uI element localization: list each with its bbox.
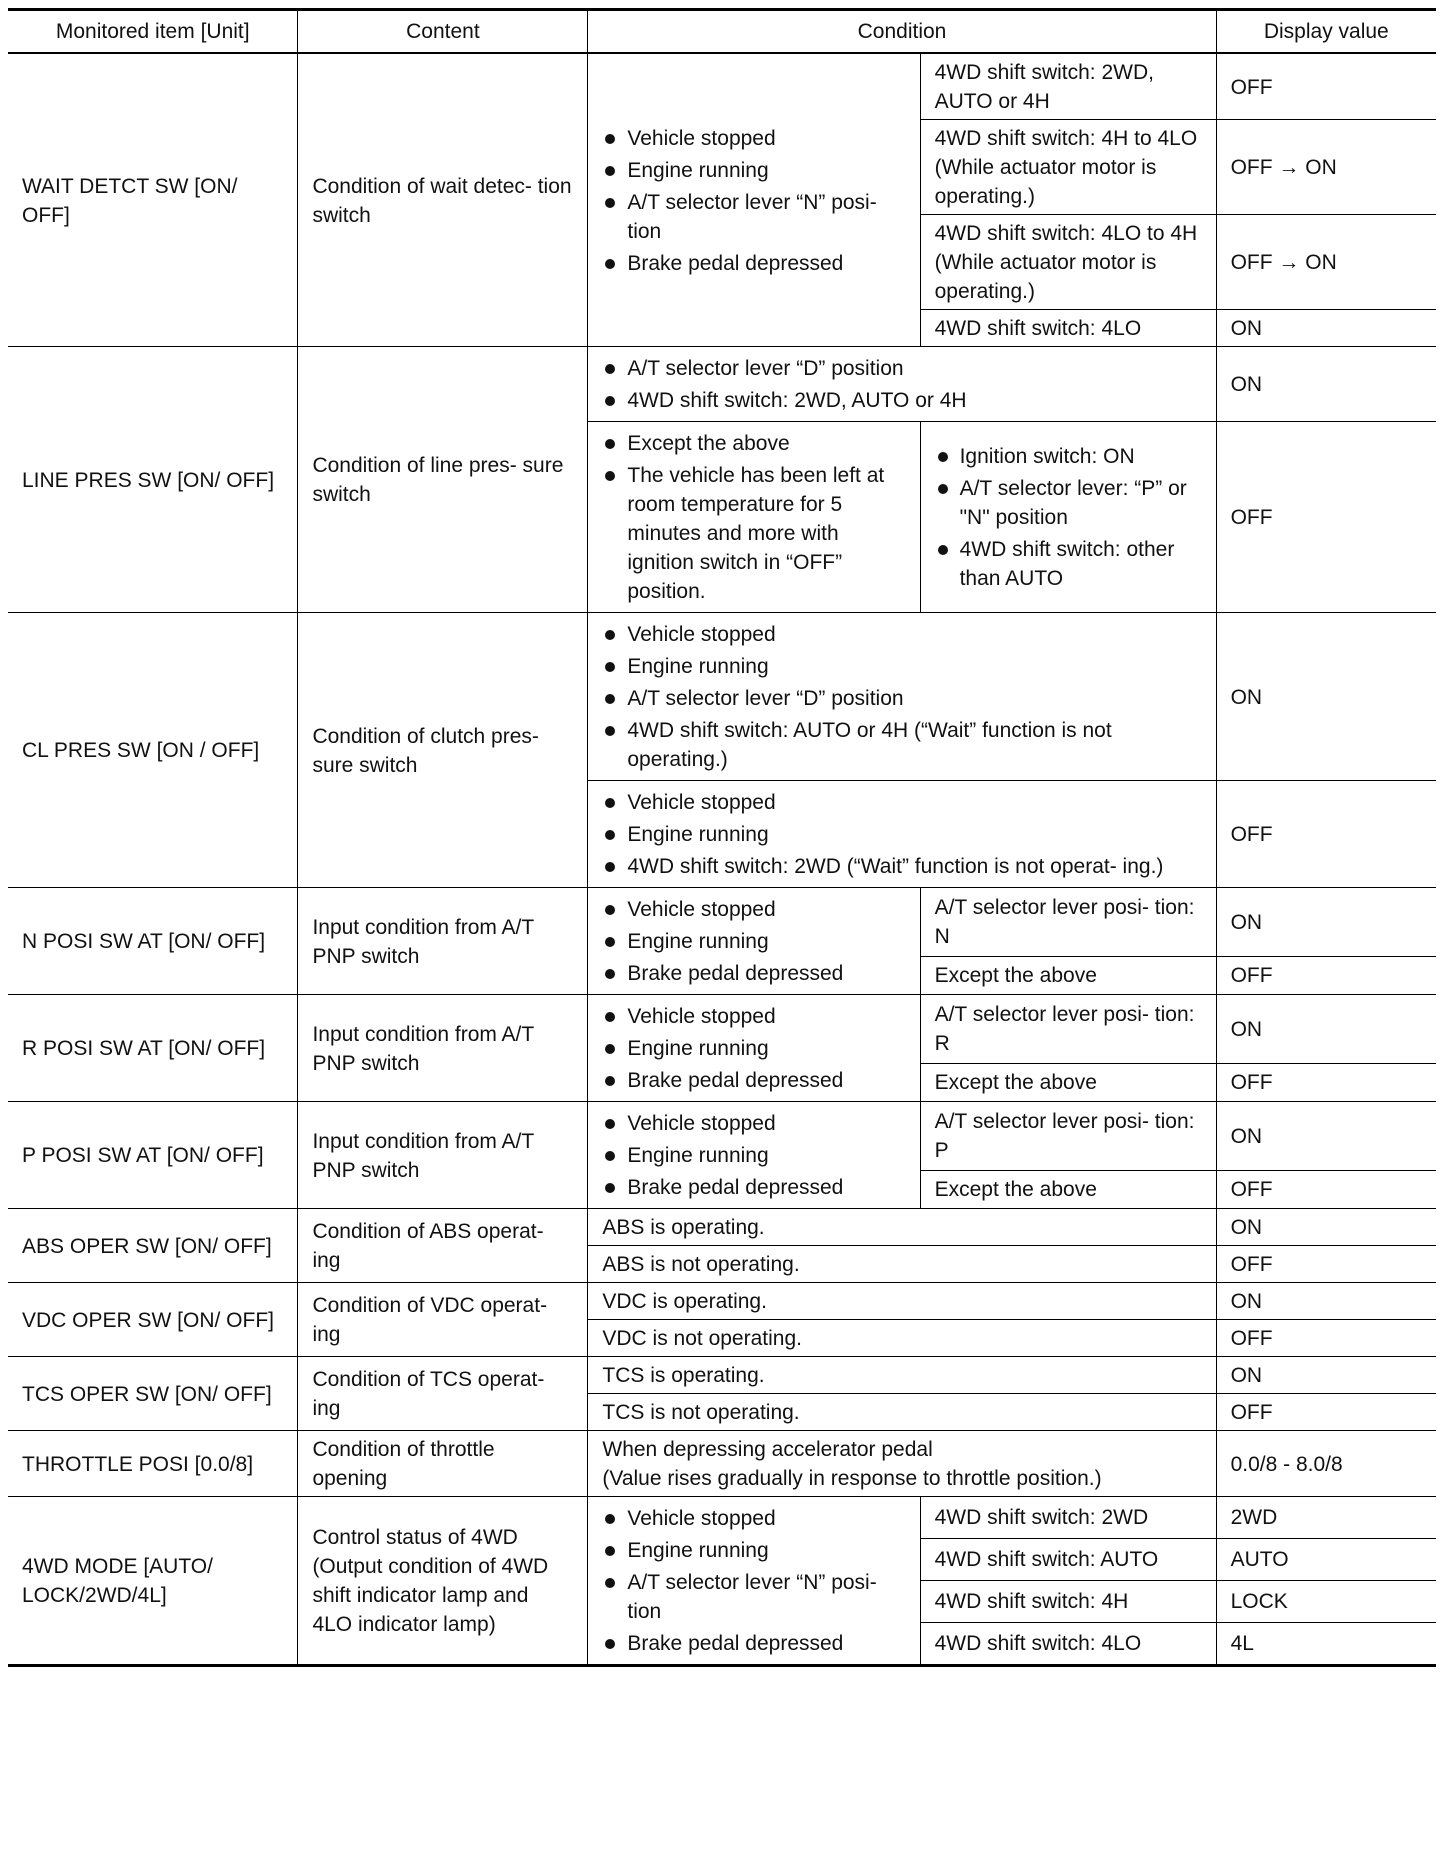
display-value: ON bbox=[1216, 613, 1436, 781]
condition-list bbox=[602, 1504, 905, 1658]
list-item: Except the above bbox=[602, 429, 905, 458]
sub-condition-cell: A/T selector lever posi- tion: R bbox=[920, 995, 1216, 1064]
sub-condition-cell: 4WD shift switch: 4H to 4LO (While actuator motor is operating.) bbox=[920, 120, 1216, 215]
monitored-item: CL PRES SW [ON / OFF] bbox=[8, 613, 298, 888]
list-item: Brake pedal depressed bbox=[602, 959, 905, 988]
list-item: Brake pedal depressed bbox=[602, 1629, 905, 1658]
list-item: Vehicle stopped bbox=[602, 895, 905, 924]
display-value: OFF bbox=[1216, 781, 1436, 888]
table-row bbox=[8, 1283, 1436, 1320]
condition-list bbox=[602, 1109, 905, 1202]
list-item: Engine running bbox=[602, 1536, 905, 1565]
display-value: ON bbox=[1216, 310, 1436, 347]
display-value: ON bbox=[1216, 888, 1436, 957]
list-item: Engine running bbox=[602, 1141, 905, 1170]
table-row bbox=[8, 1209, 1436, 1246]
list-item: Engine running bbox=[602, 927, 905, 956]
content-cell: Condition of clutch pres- sure switch bbox=[298, 613, 588, 888]
display-value: OFF bbox=[1216, 53, 1436, 120]
content-cell: Input condition from A/T PNP switch bbox=[298, 888, 588, 995]
table-row bbox=[8, 995, 1436, 1064]
list-item: Brake pedal depressed bbox=[602, 1173, 905, 1202]
list-item: Engine running bbox=[602, 1034, 905, 1063]
condition-list bbox=[602, 354, 1201, 415]
condition-cell: VDC is not operating. bbox=[588, 1320, 1216, 1357]
condition-cell bbox=[588, 1102, 920, 1209]
table-row bbox=[8, 347, 1436, 422]
display-value: ON bbox=[1216, 1283, 1436, 1320]
sub-condition-cell: Except the above bbox=[920, 1170, 1216, 1208]
condition-cell bbox=[588, 781, 1216, 888]
display-value: OFF bbox=[1216, 956, 1436, 994]
list-item: Brake pedal depressed bbox=[602, 249, 905, 278]
condition-cell: VDC is operating. bbox=[588, 1283, 1216, 1320]
content-cell: Condition of wait detec- tion switch bbox=[298, 53, 588, 347]
monitor-table bbox=[8, 8, 1436, 1667]
condition-cell bbox=[588, 422, 920, 613]
list-item: Brake pedal depressed bbox=[602, 1066, 905, 1095]
condition-list bbox=[935, 442, 1202, 593]
content-cell: Control status of 4WD (Output condition of 4WD shift indicator lamp and 4LO indicator lamp) bbox=[298, 1497, 588, 1666]
monitored-item: P POSI SW AT [ON/ OFF] bbox=[8, 1102, 298, 1209]
sub-condition-cell: 4WD shift switch: AUTO bbox=[920, 1538, 1216, 1580]
content-cell: Condition of throttle opening bbox=[298, 1431, 588, 1497]
monitored-item: WAIT DETCT SW [ON/ OFF] bbox=[8, 53, 298, 347]
table-row bbox=[8, 1431, 1436, 1497]
monitored-item: THROTTLE POSI [0.0/8] bbox=[8, 1431, 298, 1497]
content-cell: Condition of VDC operat- ing bbox=[298, 1283, 588, 1357]
display-value: ON bbox=[1216, 1209, 1436, 1246]
sub-condition-cell: 4WD shift switch: 4H bbox=[920, 1580, 1216, 1622]
monitored-item: TCS OPER SW [ON/ OFF] bbox=[8, 1357, 298, 1431]
condition-list bbox=[602, 895, 905, 988]
sub-condition-cell: Except the above bbox=[920, 1063, 1216, 1101]
condition-list bbox=[602, 429, 905, 606]
condition-list bbox=[602, 1002, 905, 1095]
header-display-value: Display value bbox=[1216, 10, 1436, 54]
condition-cell bbox=[588, 53, 920, 347]
list-item: A/T selector lever “N” posi- tion bbox=[602, 1568, 905, 1626]
display-value: ON bbox=[1216, 1102, 1436, 1171]
list-item: Vehicle stopped bbox=[602, 124, 905, 153]
display-value: OFF bbox=[1216, 1394, 1436, 1431]
display-value: OFF bbox=[1216, 1320, 1436, 1357]
sub-condition-cell: 4WD shift switch: 4LO bbox=[920, 1622, 1216, 1665]
condition-cell bbox=[588, 613, 1216, 781]
list-item: Engine running bbox=[602, 652, 1201, 681]
display-value: OFF bbox=[1216, 422, 1436, 613]
table-row bbox=[8, 1357, 1436, 1394]
header-content: Content bbox=[298, 10, 588, 54]
display-value: OFF bbox=[1216, 1063, 1436, 1101]
monitored-item: N POSI SW AT [ON/ OFF] bbox=[8, 888, 298, 995]
table-row bbox=[8, 888, 1436, 957]
sub-condition-cell: 4WD shift switch: 2WD, AUTO or 4H bbox=[920, 53, 1216, 120]
list-item: A/T selector lever “D” position bbox=[602, 354, 1201, 383]
condition-list bbox=[602, 124, 905, 278]
list-item: Ignition switch: ON bbox=[935, 442, 1202, 471]
list-item: 4WD shift switch: 2WD (“Wait” function is not operat- ing.) bbox=[602, 852, 1201, 881]
display-value: 0.0/8 - 8.0/8 bbox=[1216, 1431, 1436, 1497]
condition-list bbox=[602, 788, 1201, 881]
list-item: A/T selector lever: “P” or "N" position bbox=[935, 474, 1202, 532]
display-value: OFF → ON bbox=[1216, 215, 1436, 310]
table-row bbox=[8, 613, 1436, 781]
list-item: Vehicle stopped bbox=[602, 1504, 905, 1533]
monitored-item: ABS OPER SW [ON/ OFF] bbox=[8, 1209, 298, 1283]
monitored-item: VDC OPER SW [ON/ OFF] bbox=[8, 1283, 298, 1357]
display-value: LOCK bbox=[1216, 1580, 1436, 1622]
table-row bbox=[8, 1102, 1436, 1171]
content-cell: Condition of TCS operat- ing bbox=[298, 1357, 588, 1431]
condition-cell bbox=[588, 888, 920, 995]
list-item: Vehicle stopped bbox=[602, 620, 1201, 649]
table-row bbox=[8, 53, 1436, 120]
display-value: 4L bbox=[1216, 1622, 1436, 1665]
sub-condition-cell: 4WD shift switch: 4LO to 4H (While actuator motor is operating.) bbox=[920, 215, 1216, 310]
list-item: Vehicle stopped bbox=[602, 788, 1201, 817]
display-value: 2WD bbox=[1216, 1497, 1436, 1539]
list-item: Engine running bbox=[602, 820, 1201, 849]
monitored-item: LINE PRES SW [ON/ OFF] bbox=[8, 347, 298, 613]
display-value: OFF bbox=[1216, 1246, 1436, 1283]
display-value: AUTO bbox=[1216, 1538, 1436, 1580]
list-item: 4WD shift switch: 2WD, AUTO or 4H bbox=[602, 386, 1201, 415]
content-cell: Input condition from A/T PNP switch bbox=[298, 1102, 588, 1209]
condition-cell: TCS is not operating. bbox=[588, 1394, 1216, 1431]
condition-cell bbox=[588, 1431, 1216, 1497]
list-item: Vehicle stopped bbox=[602, 1002, 905, 1031]
sub-condition-cell: 4WD shift switch: 4LO bbox=[920, 310, 1216, 347]
sub-condition-cell: A/T selector lever posi- tion: N bbox=[920, 888, 1216, 957]
display-value: OFF → ON bbox=[1216, 120, 1436, 215]
display-value: OFF bbox=[1216, 1170, 1436, 1208]
condition-line: When depressing accelerator pedal bbox=[602, 1438, 933, 1461]
list-item: The vehicle has been left at room temperature for 5 minutes and more with ignition switch in “OFF” position. bbox=[602, 461, 905, 606]
content-cell: Input condition from A/T PNP switch bbox=[298, 995, 588, 1102]
condition-cell: ABS is not operating. bbox=[588, 1246, 1216, 1283]
condition-cell bbox=[588, 347, 1216, 422]
monitored-item: 4WD MODE [AUTO/ LOCK/2WD/4L] bbox=[8, 1497, 298, 1666]
condition-cell bbox=[588, 1497, 920, 1666]
condition-list bbox=[602, 620, 1201, 774]
monitored-item: R POSI SW AT [ON/ OFF] bbox=[8, 995, 298, 1102]
condition-cell: ABS is operating. bbox=[588, 1209, 1216, 1246]
sub-condition-cell: A/T selector lever posi- tion: P bbox=[920, 1102, 1216, 1171]
header-condition: Condition bbox=[588, 10, 1216, 54]
list-item: A/T selector lever “N” posi- tion bbox=[602, 188, 905, 246]
content-cell: Condition of ABS operat- ing bbox=[298, 1209, 588, 1283]
list-item: 4WD shift switch: other than AUTO bbox=[935, 535, 1202, 593]
display-value: ON bbox=[1216, 1357, 1436, 1394]
table-row bbox=[8, 1497, 1436, 1539]
condition-line: (Value rises gradually in response to throttle position.) bbox=[602, 1467, 1102, 1490]
list-item: Engine running bbox=[602, 156, 905, 185]
list-item: A/T selector lever “D” position bbox=[602, 684, 1201, 713]
sub-condition-cell: 4WD shift switch: 2WD bbox=[920, 1497, 1216, 1539]
sub-condition-cell: Except the above bbox=[920, 956, 1216, 994]
content-cell: Condition of line pres- sure switch bbox=[298, 347, 588, 613]
list-item: Vehicle stopped bbox=[602, 1109, 905, 1138]
sub-condition-cell bbox=[920, 422, 1216, 613]
header-row bbox=[8, 10, 1436, 54]
header-monitored-item: Monitored item [Unit] bbox=[8, 10, 298, 54]
condition-cell bbox=[588, 995, 920, 1102]
list-item: 4WD shift switch: AUTO or 4H (“Wait” function is not operating.) bbox=[602, 716, 1201, 774]
condition-cell: TCS is operating. bbox=[588, 1357, 1216, 1394]
display-value: ON bbox=[1216, 347, 1436, 422]
display-value: ON bbox=[1216, 995, 1436, 1064]
